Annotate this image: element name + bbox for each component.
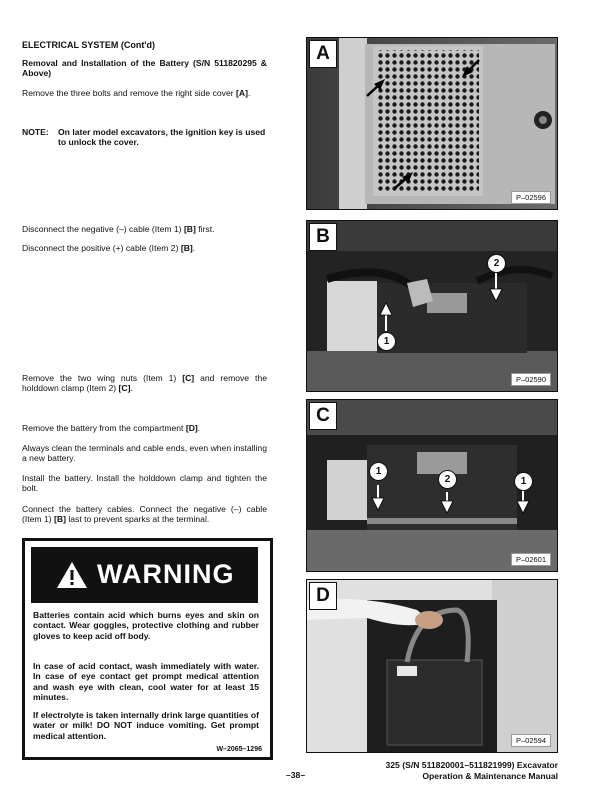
figure-ref-d: [D] <box>185 423 198 433</box>
step-remove-cover <box>22 88 267 98</box>
callout-item-1: 1 <box>514 472 533 491</box>
warning-paragraph-1: Batteries contain acid which burns eyes and skin on contact. Wear goggles, protective clothing and rubber gloves to keep acid off body. <box>33 610 259 641</box>
warning-triangle-icon <box>56 561 88 589</box>
page-number: –38– <box>286 770 306 780</box>
side-cover-illustration <box>307 38 557 209</box>
manual-title-line-2: Operation & Maintenance Manual <box>422 770 558 781</box>
subheading: Removal and Installation of the Battery (S/N 511820295 & Above) <box>22 58 267 79</box>
callout-item-1: 1 <box>377 332 396 351</box>
warning-paragraph-2: In case of acid contact, wash immediately with water. In case of eye contact get prompt medical attention and wash eye with clean, cool water for at least 15 minutes. <box>33 661 259 703</box>
manual-title-line-1: 325 (S/N 511820001–511821999) Excavator <box>385 760 558 770</box>
step-connect-post: last to prevent sparks at the terminal. <box>68 514 210 525</box>
figure-d-code: P–02594 <box>511 734 551 747</box>
step-disconnect-negative <box>22 224 267 234</box>
step-disconnect-positive-pre: Disconnect the positive (+) cable (Item 2) <box>22 243 179 253</box>
figure-ref-b: [B] <box>183 224 196 234</box>
figure-c-code: P–02601 <box>511 553 551 566</box>
step-disconnect-positive-end: . <box>192 243 196 253</box>
warning-title: WARNING <box>97 559 235 589</box>
step-disconnect-negative-pre: Disconnect the negative (–) cable (Item 1) <box>22 224 182 234</box>
figure-b-photo <box>306 220 558 392</box>
warning-box <box>22 538 273 760</box>
figure-ref-c: [C] <box>182 373 195 383</box>
warning-header <box>31 547 258 603</box>
callout-item-2: 2 <box>487 254 506 273</box>
step-install: Install the battery. Install the holddown clamp and tighten the bolt. <box>22 473 267 494</box>
note-text: On later model excavators, the ignition key is used to unlock the cover. <box>58 127 266 148</box>
note <box>22 127 267 148</box>
step-remove-cover-end: . <box>247 88 251 98</box>
figure-ref-b: [B] <box>54 514 66 525</box>
warning-code: W–2065–1296 <box>216 746 262 753</box>
callout-item-2: 2 <box>438 470 457 489</box>
figure-b-code: P–02590 <box>511 373 551 386</box>
step-wing-nuts-mid: and remove the holddown clamp (Item 2) <box>22 373 267 394</box>
figure-d-photo <box>306 579 558 753</box>
battery-removal-illustration <box>307 580 557 752</box>
figure-a-photo <box>306 37 558 210</box>
manual-title <box>386 760 559 781</box>
figure-a-code: P–02596 <box>511 191 551 204</box>
step-remove-battery-end: . <box>197 423 201 433</box>
step-connect <box>22 504 267 525</box>
figure-c-label: C <box>309 402 337 430</box>
step-remove-battery-pre: Remove the battery from the compartment <box>22 423 184 433</box>
step-clean: Always clean the terminals and cable ends, even when installing a new battery. <box>22 443 267 464</box>
step-wing-nuts <box>22 373 267 394</box>
section-heading: ELECTRICAL SYSTEM (Cont'd) <box>22 40 155 50</box>
step-wing-nuts-end: . <box>130 383 133 394</box>
figure-ref-a: [A] <box>236 88 248 98</box>
figure-b-label: B <box>309 223 337 251</box>
step-remove-battery <box>22 423 267 433</box>
step-disconnect-negative-post: first. <box>198 224 215 234</box>
figure-ref-c: [C] <box>118 383 131 394</box>
callout-item-1: 1 <box>369 462 388 481</box>
step-disconnect-positive <box>22 243 267 253</box>
note-label: NOTE: <box>22 127 49 137</box>
step-connect-pre: Connect the battery cables. Connect the negative (–) cable (Item 1) <box>22 504 267 525</box>
step-wing-nuts-pre: Remove the two wing nuts (Item 1) <box>22 373 177 383</box>
figure-a-label: A <box>309 40 337 68</box>
warning-paragraph-3: If electrolyte is taken internally drink large quantities of water or milk! DO NOT induce vomiting. Get prompt medical attention. <box>33 710 259 741</box>
step-remove-cover-text: Remove the three bolts and remove the right side cover <box>22 88 234 98</box>
battery-cables-illustration <box>307 221 557 391</box>
figure-c-photo <box>306 399 558 572</box>
figure-ref-b: [B] <box>180 243 193 253</box>
figure-d-label: D <box>309 582 337 610</box>
